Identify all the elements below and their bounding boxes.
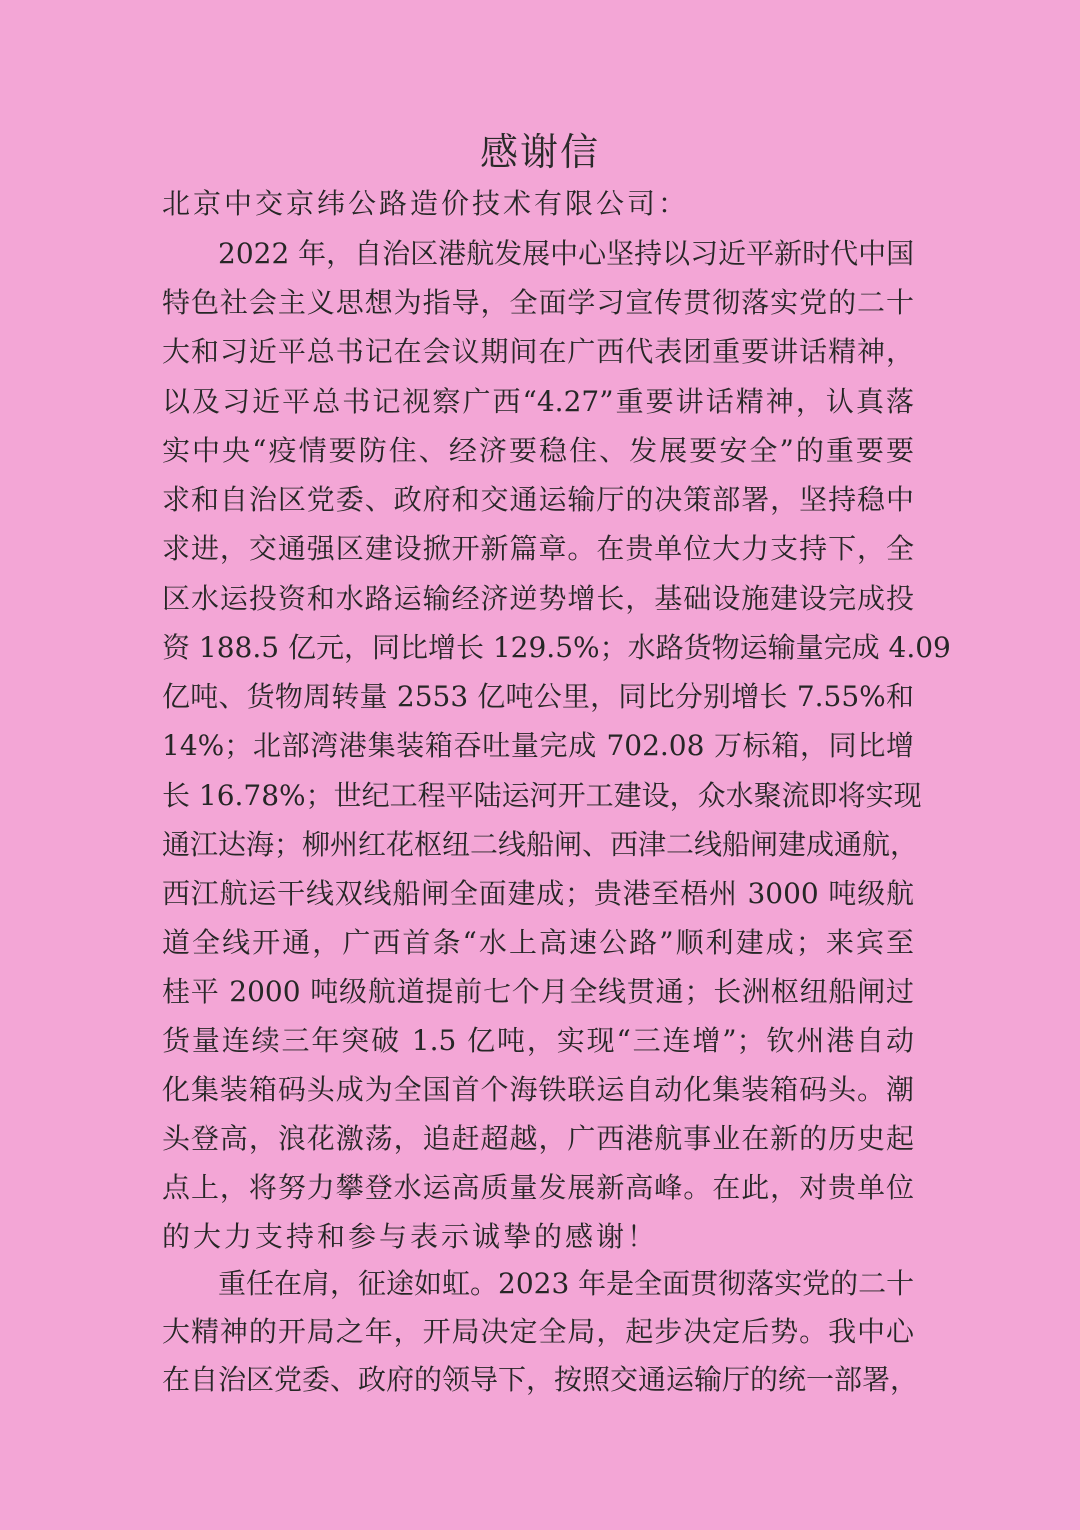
paragraph-1-line: 桂平 2000 吨级航道提前七个月全线贯通；长洲枢纽船闸过 (162, 975, 914, 1008)
paragraph-1-line: 点上，将努力攀登水运高质量发展新高峰。在此，对贵单位 (162, 1171, 914, 1204)
paragraph-1-line: 长 16.78%；世纪工程平陆运河开工建设，众水聚流即将实现 (162, 779, 922, 812)
paragraph-1-line: 以及习近平总书记视察广西“4.27”重要讲话精神，认真落 (162, 385, 914, 418)
paragraph-1-line: 化集装箱码头成为全国首个海铁联运自动化集装箱码头。潮 (162, 1073, 914, 1106)
paragraph-1-line: 实中央“疫情要防住、经济要稳住、发展要安全”的重要要 (162, 434, 914, 467)
paragraph-2-line: 在自治区党委、政府的领导下，按照交通运输厅的统一部署， (162, 1363, 919, 1396)
paragraph-1-line: 特色社会主义思想为指导，全面学习宣传贯彻落实党的二十 (162, 286, 914, 319)
paragraph-1-line: 的大力支持和参与表示诚挚的感谢！ (162, 1220, 659, 1253)
paragraph-1-line: 区水运投资和水路运输经济逆势增长，基础设施建设完成投 (162, 582, 914, 615)
paragraph-1-line: 求和自治区党委、政府和交通运输厅的决策部署，坚持稳中 (162, 483, 914, 516)
paragraph-2-line: 大精神的开局之年，开局决定全局，起步决定后势。我中心 (162, 1315, 914, 1348)
paragraph-1-line: 求进，交通强区建设掀开新篇章。在贵单位大力支持下，全 (162, 532, 914, 565)
letter-title: 感谢信 (479, 130, 600, 174)
paragraph-1-line: 道全线开通，广西首条“水上高速公路”顺利建成；来宾至 (162, 926, 914, 959)
paragraph-1-line: 资 188.5 亿元，同比增长 129.5%；水路货物运输量完成 4.09 (162, 631, 951, 664)
paragraph-1-line: 大和习近平总书记在会议期间在广西代表团重要讲话精神， (162, 335, 914, 368)
paragraph-1-line: 西江航运干线双线船闸全面建成；贵港至梧州 3000 吨级航 (162, 877, 914, 910)
paragraph-1-line: 货量连续三年突破 1.5 亿吨，实现“三连增”；钦州港自动 (162, 1024, 914, 1057)
paragraph-1-line: 2022 年，自治区港航发展中心坚持以习近平新时代中国 (218, 237, 915, 270)
paragraph-1-line: 14%；北部湾港集装箱吞吐量完成 702.08 万标箱，同比增 (162, 729, 914, 762)
paragraph-1-line: 通江达海；柳州红花枢纽二线船闸、西津二线船闸建成通航， (162, 828, 919, 861)
paragraph-2-line: 重任在肩，征途如虹。2023 年是全面贯彻落实党的二十 (218, 1267, 915, 1300)
letter-salutation: 北京中交京纬公路造价技术有限公司： (162, 187, 690, 220)
paragraph-1-line: 亿吨、货物周转量 2553 亿吨公里，同比分别增长 7.55%和 (162, 680, 914, 713)
paragraph-1-line: 头登高，浪花激荡，追赶超越，广西港航事业在新的历史起 (162, 1122, 914, 1155)
